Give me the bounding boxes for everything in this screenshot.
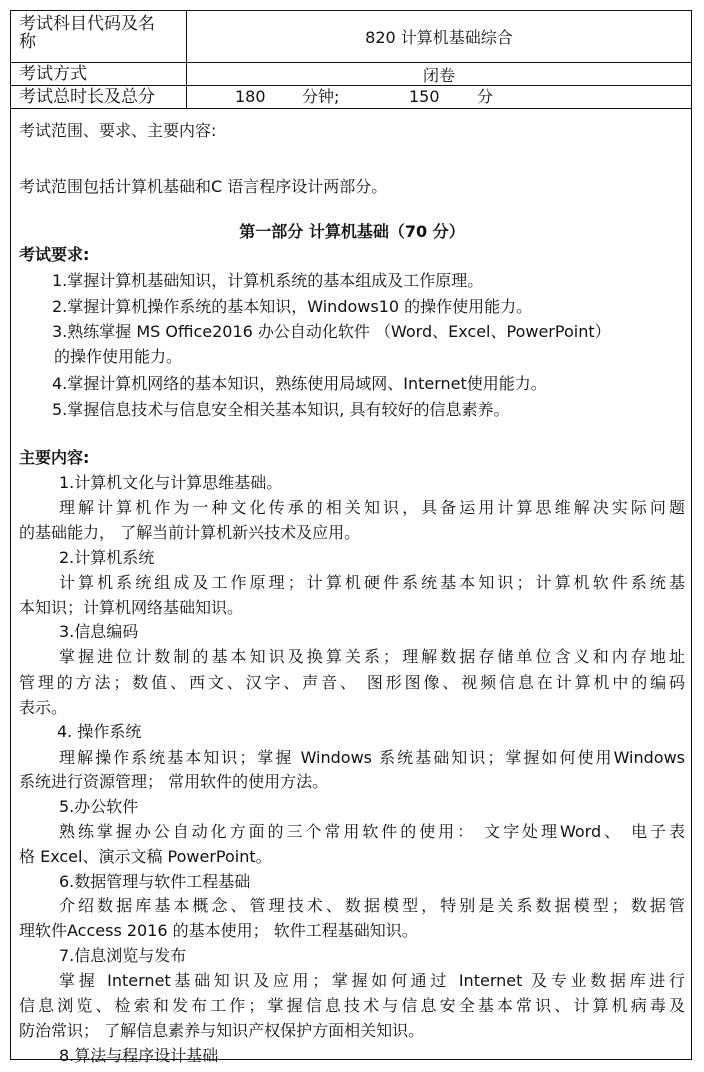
content-line: 熟练掌握办公自动化方面的三个常用软件的使用： 文字处理Word、 电子表 [59,822,685,841]
duration-minutes: 180 [235,87,266,106]
score-unit: 分 [477,87,494,106]
content-line: 格 Excel、演示文稿 PowerPoint。 [19,847,272,866]
content-line: 介绍数据库基本概念、管理技术、数据模型，特别是关系数据模型；数据管 [59,896,685,915]
duration-label: 考试总时长及总分 [11,86,187,108]
exam-syllabus-table [10,10,692,1065]
duration-value [187,86,691,108]
duration-unit: 分钟; [302,87,340,106]
method-row [11,63,691,86]
scope-text: 考试范围包括计算机基础和C 语言程序设计两部分。 [19,177,388,196]
content-heading: 主要内容: [19,448,90,467]
content-line: 6.数据管理与软件工程基础 [59,872,251,891]
requirement-item: 5.掌握信息技术与信息安全相关基本知识, 具有较好的信息素养。 [52,400,510,419]
subject-label-line2: 称 [19,32,36,52]
content-line: 防治常识； 了解信息素养与知识产权保护方面相关知识。 [19,1021,425,1040]
content-line: 计算机系统组成及工作原理；计算机硬件系统基本知识；计算机软件系统基 [59,573,685,592]
content-line: 信息浏览、检索和发布工作；掌握信息技术与信息安全基本常识、计算机病毒及 [19,996,685,1015]
requirement-item: 4.掌握计算机网络的基本知识，熟练使用局域网、Internet使用能力。 [52,374,547,393]
duration-row [11,86,691,109]
requirements-heading: 考试要求: [19,245,90,264]
content-line: 掌握 Internet基础知识及应用；掌握如何通过 Internet 及专业数据库进行 [59,971,685,990]
requirement-item: 的操作使用能力。 [54,347,183,366]
content-line: 掌握进位计数制的基本知识及换算关系；理解数据存储单位含义和内存地址 [59,647,685,666]
scope-heading: 考试范围、要求、主要内容: [19,121,217,140]
syllabus-body [19,119,685,1065]
content-line: 7.信息浏览与发布 [59,946,187,965]
content-line: 8.算法与程序设计基础 [59,1046,219,1065]
content-line: 2.计算机系统 [59,548,155,567]
content-line: 理解操作系统基本知识；掌握 Windows 系统基础知识；掌握如何使用Windows [59,748,685,767]
method-value: 闭卷 [422,65,455,85]
subject-value: 820 计算机基础综合 [365,28,513,47]
content-line: 4. 操作系统 [57,722,142,741]
content-line: 系统进行资源管理； 常用软件的使用方法。 [19,772,329,791]
content-line: 理软件Access 2016 的基本使用； 软件工程基础知识。 [19,921,418,940]
total-score: 150 [409,87,440,106]
content-line: 本知识；计算机网络基础知识。 [19,598,244,617]
part1-title: 第一部分 计算机基础（70 分） [239,222,465,241]
content-line: 理解计算机作为一种文化传承的相关知识，具备运用计算思维解决实际问题 [59,498,685,517]
content-line: 的基础能力， 了解当前计算机新兴技术及应用。 [19,523,361,542]
subject-row [11,11,691,63]
requirement-item: 3.熟练掌握 MS Office2016 办公自动化软件 （Word、Excel、PowerPoint） [52,322,611,341]
requirement-item: 1.掌握计算机基础知识，计算机系统的基本组成及工作原理。 [52,271,484,290]
content-line: 5.办公软件 [59,797,139,816]
content-line: 1.计算机文化与计算思维基础。 [59,473,283,492]
content-line: 管理的方法；数值、西文、汉字、声音、 图形图像、视频信息在计算机中的编码 [19,673,685,692]
method-label: 考试方式 [11,63,187,85]
content-line: 表示。 [19,698,68,717]
requirement-item: 2.掌握计算机操作系统的基本知识，Windows10 的操作使用能力。 [52,297,533,316]
subject-label-line1: 考试科目代码及名 [19,14,155,34]
subject-label [11,11,187,62]
content-line: 3.信息编码 [59,622,139,641]
